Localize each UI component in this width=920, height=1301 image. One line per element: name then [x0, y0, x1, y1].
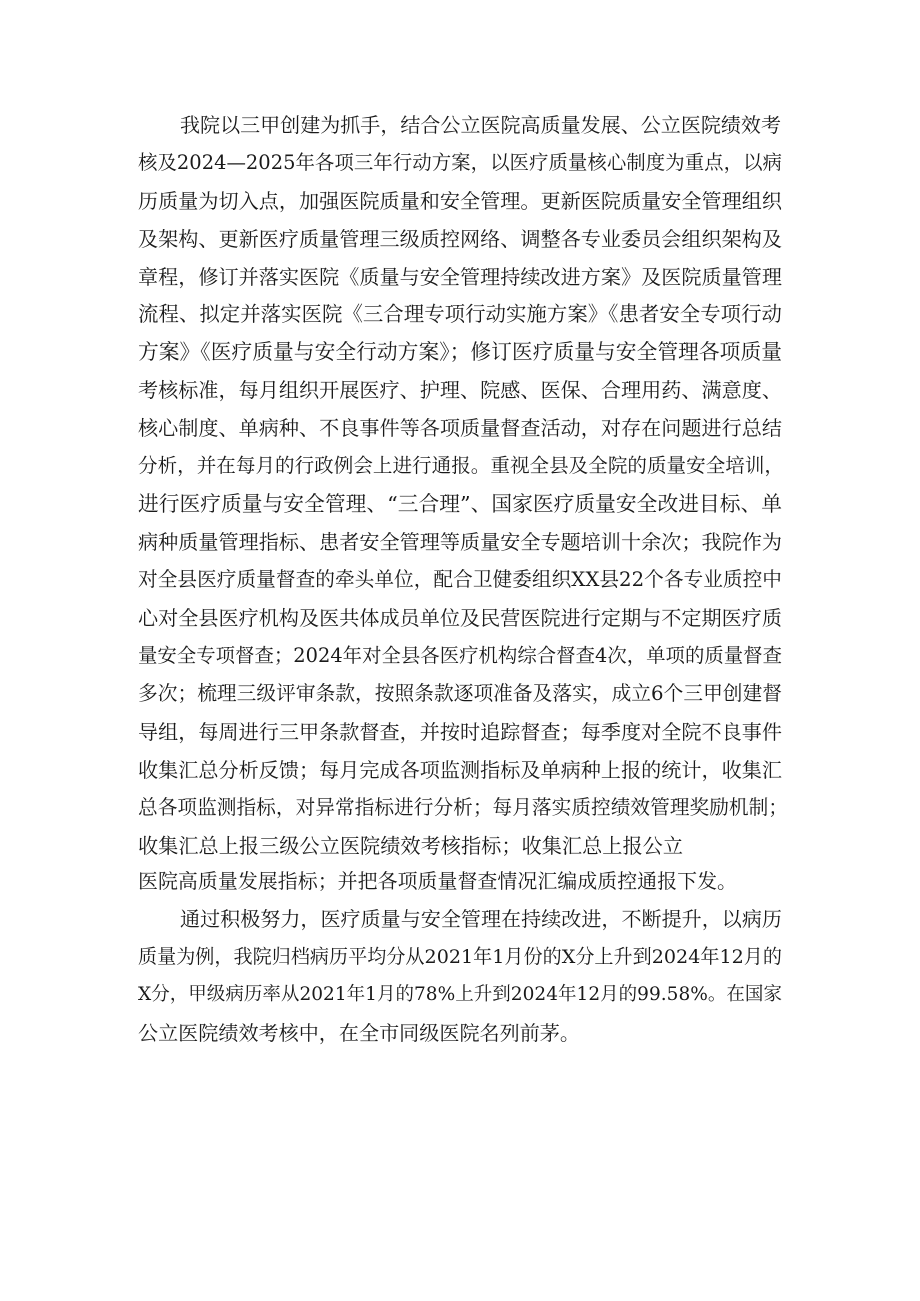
text-line: 考核标准，每月组织开展医疗、护理、院感、医保、合理用药、满意度、 — [138, 378, 782, 402]
text-line: 核心制度、单病种、不良事件等各项质量督查活动，对存在问题进行总结 — [138, 416, 782, 440]
text-line: 核及2024—2025年各项三年行动方案，以医疗质量核心制度为重点，以病 — [138, 151, 782, 174]
text-line: 收集汇总分析反馈；每月完成各项监测指标及单病种上报的统计，收集汇 — [138, 758, 782, 782]
text-line: 医院高质量发展指标；并把各项质量督查情况汇编成质控通报下发。 — [138, 869, 737, 893]
text-line: 公立医院绩效考核中，在全市同级医院名列前茅。 — [138, 1021, 580, 1045]
text-line: 方案》《医疗质量与安全行动方案》；修订医疗质量与安全管理各项质量 — [138, 340, 782, 364]
text-line: 通过积极努力，医疗质量与安全管理在持续改进，不断提升，以病历 — [180, 907, 782, 931]
text-line: 我院以三甲创建为抓手，结合公立医院高质量发展、公立医院绩效考 — [180, 113, 781, 137]
text-line: 进行医疗质量与安全管理、“三合理”、国家医疗质量安全改进目标、单 — [138, 492, 782, 516]
text-line: 对全县医疗质量督查的牵头单位，配合卫健委组织XX县22个各专业质控中 — [138, 568, 782, 591]
text-line: 章程，修订并落实医院《质量与安全管理持续改进方案》及医院质量管理 — [138, 265, 782, 289]
text-line: 总各项监测指标，对异常指标进行分析；每月落实质控绩效管理奖励机制； — [138, 796, 788, 819]
text-line: 收集汇总上报三级公立医院绩效考核指标；收集汇总上报公立 — [138, 834, 683, 858]
text-line: 病种质量管理指标、患者安全管理等质量安全专题培训十余次；我院作为 — [138, 530, 782, 554]
text-line: 多次；梳理三级评审条款，按照条款逐项准备及落实，成立6个三甲创建督 — [138, 682, 782, 705]
text-line: 导组，每周进行三甲条款督查，并按时追踪督查；每季度对全院不良事件 — [138, 720, 782, 744]
text-line: 历质量为切入点，加强医院质量和安全管理。更新医院质量安全管理组织 — [138, 189, 782, 213]
text-line: 及架构、更新医疗质量管理三级质控网络、调整各专业委员会组织架构及 — [138, 227, 782, 251]
text-line: X分，甲级病历率从2021年1月的78%上升到2024年12月的99.58%。在国家 — [138, 984, 782, 1005]
text-line: 流程、拟定并落实医院《三合理专项行动实施方案》《患者安全专项行动 — [138, 302, 782, 326]
text-line: 量安全专项督查；2024年对全县各医疗机构综合督查4次，单项的质量督查 — [138, 644, 782, 667]
text-line: 分析，并在每月的行政例会上进行通报。重视全县及全院的质量安全培训， — [138, 454, 784, 477]
text-line: 质量为例，我院归档病历平均分从2021年1月份的X分上升到2024年12月的 — [138, 945, 782, 968]
text-line: 心对全县医疗机构及医共体成员单位及民营医院进行定期与不定期医疗质 — [138, 606, 782, 630]
